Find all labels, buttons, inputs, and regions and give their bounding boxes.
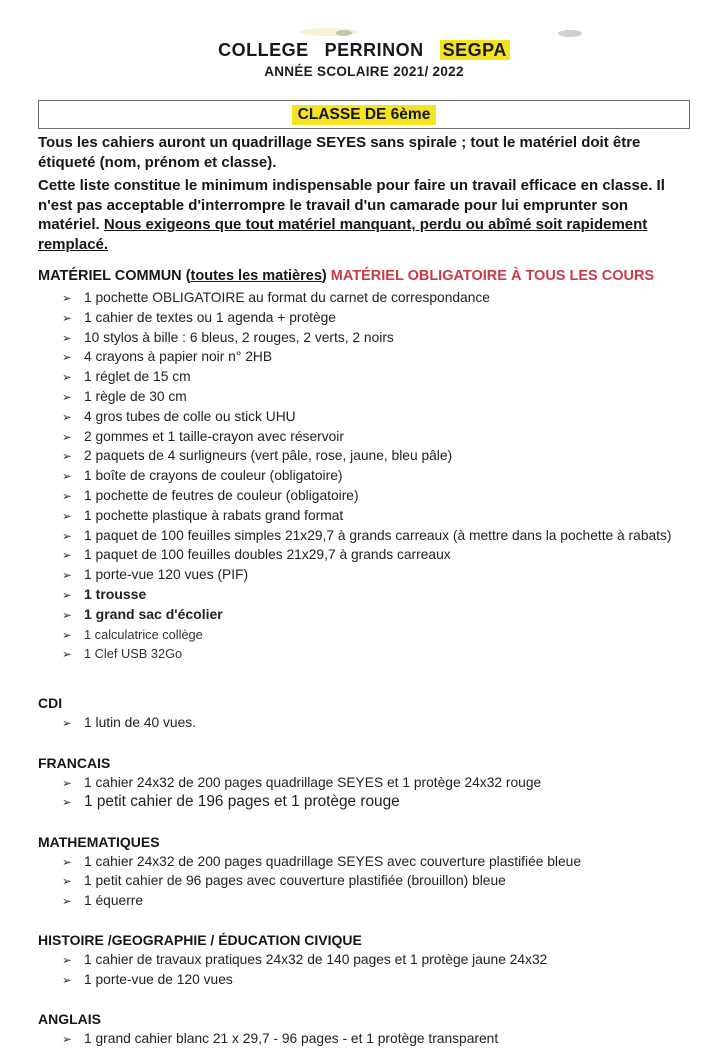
list-item-text: 4 gros tubes de colle ou stick UHU <box>84 408 296 424</box>
arrow-bullet-icon: ➢ <box>62 471 72 484</box>
list-item <box>38 368 690 388</box>
list-item-text: 1 grand sac d'écolier <box>84 605 223 622</box>
list-item <box>38 566 690 586</box>
arrow-bullet-icon: ➢ <box>62 895 72 908</box>
class-title: CLASSE DE 6ème <box>292 105 437 125</box>
scan-artifact <box>336 30 352 36</box>
arrow-bullet-icon: ➢ <box>62 1034 72 1047</box>
arrow-bullet-icon: ➢ <box>62 530 72 543</box>
arrow-bullet-icon: ➢ <box>62 876 72 889</box>
list-item-text: 1 porte-vue 120 vues (PIF) <box>84 567 249 583</box>
list-item <box>38 971 690 991</box>
list-item <box>38 714 690 734</box>
list-item <box>38 289 690 309</box>
arrow-bullet-icon: ➢ <box>62 629 72 642</box>
section-histoire-geo <box>38 932 690 990</box>
list-item <box>38 872 690 892</box>
list-item-text: 1 paquet de 100 feuilles doubles 21x29,7 à grands carreaux <box>84 547 451 563</box>
arrow-bullet-icon: ➢ <box>62 718 72 731</box>
list-item <box>38 853 690 873</box>
segpa-badge: SEGPA <box>440 40 510 60</box>
arrow-bullet-icon: ➢ <box>62 510 72 523</box>
arrow-bullet-icon: ➢ <box>62 550 72 563</box>
list-item <box>38 428 690 448</box>
list-item-text: 2 gommes et 1 taille-crayon avec réservoir <box>84 428 344 444</box>
section-mathematiques <box>38 834 690 912</box>
list-item-text: 1 trousse <box>84 585 147 602</box>
paren: ) <box>321 268 327 284</box>
arrow-bullet-icon: ➢ <box>62 391 72 404</box>
arrow-bullet-icon: ➢ <box>62 352 72 365</box>
list-item-text: 1 paquet de 100 feuilles simples 21x29,7 à grands carreaux (à mettre dans la pochette à rabats) <box>84 527 672 543</box>
arrow-bullet-icon: ➢ <box>62 797 72 810</box>
arrow-bullet-icon: ➢ <box>62 431 72 444</box>
arrow-bullet-icon: ➢ <box>62 312 72 325</box>
arrow-bullet-icon: ➢ <box>62 411 72 424</box>
list-item <box>38 329 690 349</box>
list-item-text: 1 règle de 30 cm <box>84 388 187 404</box>
list-item-text: 1 cahier 24x32 de 200 pages quadrillage SEYES avec couverture plastifiée bleue <box>84 853 582 869</box>
section-anglais <box>38 1011 690 1050</box>
list-item <box>38 487 690 507</box>
list-item-text: 1 réglet de 15 cm <box>84 369 191 385</box>
intro-sentence: Cette liste constitue le minimum indispensable pour faire un travail efficace en classe. Il n'est pas acceptable d'interrompre le travail d'un camarade pour lui emprunter son matériel. <box>38 177 665 233</box>
list-item-text: 1 équerre <box>84 892 144 908</box>
list-item <box>38 546 690 566</box>
list-item-text: 1 Clef USB 32Go <box>84 646 183 662</box>
list-item <box>38 348 690 368</box>
list-item <box>38 388 690 408</box>
section-title: HISTOIRE /GEOGRAPHIE / ÉDUCATION CIVIQUE <box>38 932 362 949</box>
list-item-text: 1 grand cahier blanc 21 x 29,7 - 96 pages - et 1 protège transparent <box>84 1031 499 1047</box>
list-item <box>38 645 690 665</box>
list-item <box>38 309 690 329</box>
list-item-text: 2 paquets de 4 surligneurs (vert pâle, rose, jaune, bleu pâle) <box>84 448 453 464</box>
list-item-text: 1 pochette plastique à rabats grand format <box>84 507 344 523</box>
list-item-text: 1 petit cahier de 96 pages avec couverture plastifiée (brouillon) bleue <box>84 873 506 889</box>
list-item <box>38 626 690 646</box>
list-item-text: 4 crayons à papier noir n° 2HB <box>84 349 273 365</box>
list-item <box>38 507 690 527</box>
list-item-text: 1 pochette de feutres de couleur (obligatoire) <box>84 487 359 503</box>
arrow-bullet-icon: ➢ <box>62 490 72 503</box>
common-mandatory-note: MATÉRIEL OBLIGATOIRE À TOUS LES COURS <box>326 268 655 284</box>
arrow-bullet-icon: ➢ <box>62 856 72 869</box>
list-item-text: 1 cahier de textes ou 1 agenda + protège <box>84 309 336 325</box>
arrow-bullet-icon: ➢ <box>62 293 72 305</box>
arrow-bullet-icon: ➢ <box>62 649 72 662</box>
arrow-bullet-icon: ➢ <box>62 777 72 790</box>
list-item <box>38 892 690 912</box>
arrow-bullet-icon: ➢ <box>62 332 72 345</box>
paren: ( <box>185 268 191 284</box>
intro-paragraph-2 <box>38 176 690 254</box>
common-section-heading <box>38 268 690 285</box>
section-title: ANGLAIS <box>38 1011 101 1028</box>
section-cdi <box>38 695 690 734</box>
list-item <box>38 408 690 428</box>
list-item <box>38 951 690 971</box>
arrow-bullet-icon: ➢ <box>62 609 72 622</box>
scan-artifact <box>558 30 582 37</box>
list-item <box>38 793 690 813</box>
list-item <box>38 527 690 547</box>
school-name-part: COLLEGE <box>218 40 309 60</box>
list-item-text: 1 cahier 24x32 de 200 pages quadrillage SEYES et 1 protège 24x32 rouge <box>84 774 542 790</box>
arrow-bullet-icon: ➢ <box>62 589 72 602</box>
list-item-text: 10 stylos à bille : 6 bleus, 2 rouges, 2 verts, 2 noirs <box>84 329 394 345</box>
list-item-text: 1 cahier de travaux pratiques 24x32 de 140 pages et 1 protège jaune 24x32 <box>84 952 548 968</box>
common-subtitle: toutes les matières <box>190 268 322 284</box>
arrow-bullet-icon: ➢ <box>62 570 72 583</box>
list-item-text: 1 lutin de 40 vues. <box>84 715 196 731</box>
section-title: CDI <box>38 695 63 712</box>
list-item <box>38 774 690 794</box>
list-item-text: 1 porte-vue de 120 vues <box>84 971 233 987</box>
arrow-bullet-icon: ➢ <box>62 974 72 987</box>
intro-paragraph-1: Tous les cahiers auront un quadrillage SEYES sans spirale ; tout le matériel doit être étiqueté (nom, prénom et classe). <box>38 134 641 171</box>
list-item <box>38 447 690 467</box>
school-name-part: PERRINON <box>324 40 424 60</box>
school-year: ANNÉE SCOLAIRE 2021/ 2022 <box>264 64 464 79</box>
list-item-text: 1 calculatrice collège <box>84 626 203 642</box>
section-francais <box>38 755 690 813</box>
arrow-bullet-icon: ➢ <box>62 451 72 464</box>
list-item <box>38 1030 690 1050</box>
list-item <box>38 606 690 626</box>
arrow-bullet-icon: ➢ <box>62 955 72 968</box>
common-items-list <box>38 289 690 665</box>
arrow-bullet-icon: ➢ <box>62 372 72 385</box>
common-title: MATÉRIEL COMMUN <box>38 268 186 284</box>
class-title-box <box>38 100 690 129</box>
list-item-text: 1 petit cahier de 196 pages et 1 protège rouge <box>84 793 400 811</box>
list-item-text: 1 boîte de crayons de couleur (obligatoire) <box>84 468 343 484</box>
list-item <box>38 586 690 606</box>
school-title <box>38 40 690 61</box>
list-item <box>38 467 690 487</box>
section-title: FRANCAIS <box>38 754 111 771</box>
list-item-text: 1 pochette OBLIGATOIRE au format du carnet de correspondance <box>84 290 490 305</box>
section-title: MATHEMATIQUES <box>38 833 160 850</box>
intro-underlined-sentence: Nous exigeons que tout matériel manquant, perdu ou abîmé soit rapidement remplacé. <box>38 216 648 253</box>
